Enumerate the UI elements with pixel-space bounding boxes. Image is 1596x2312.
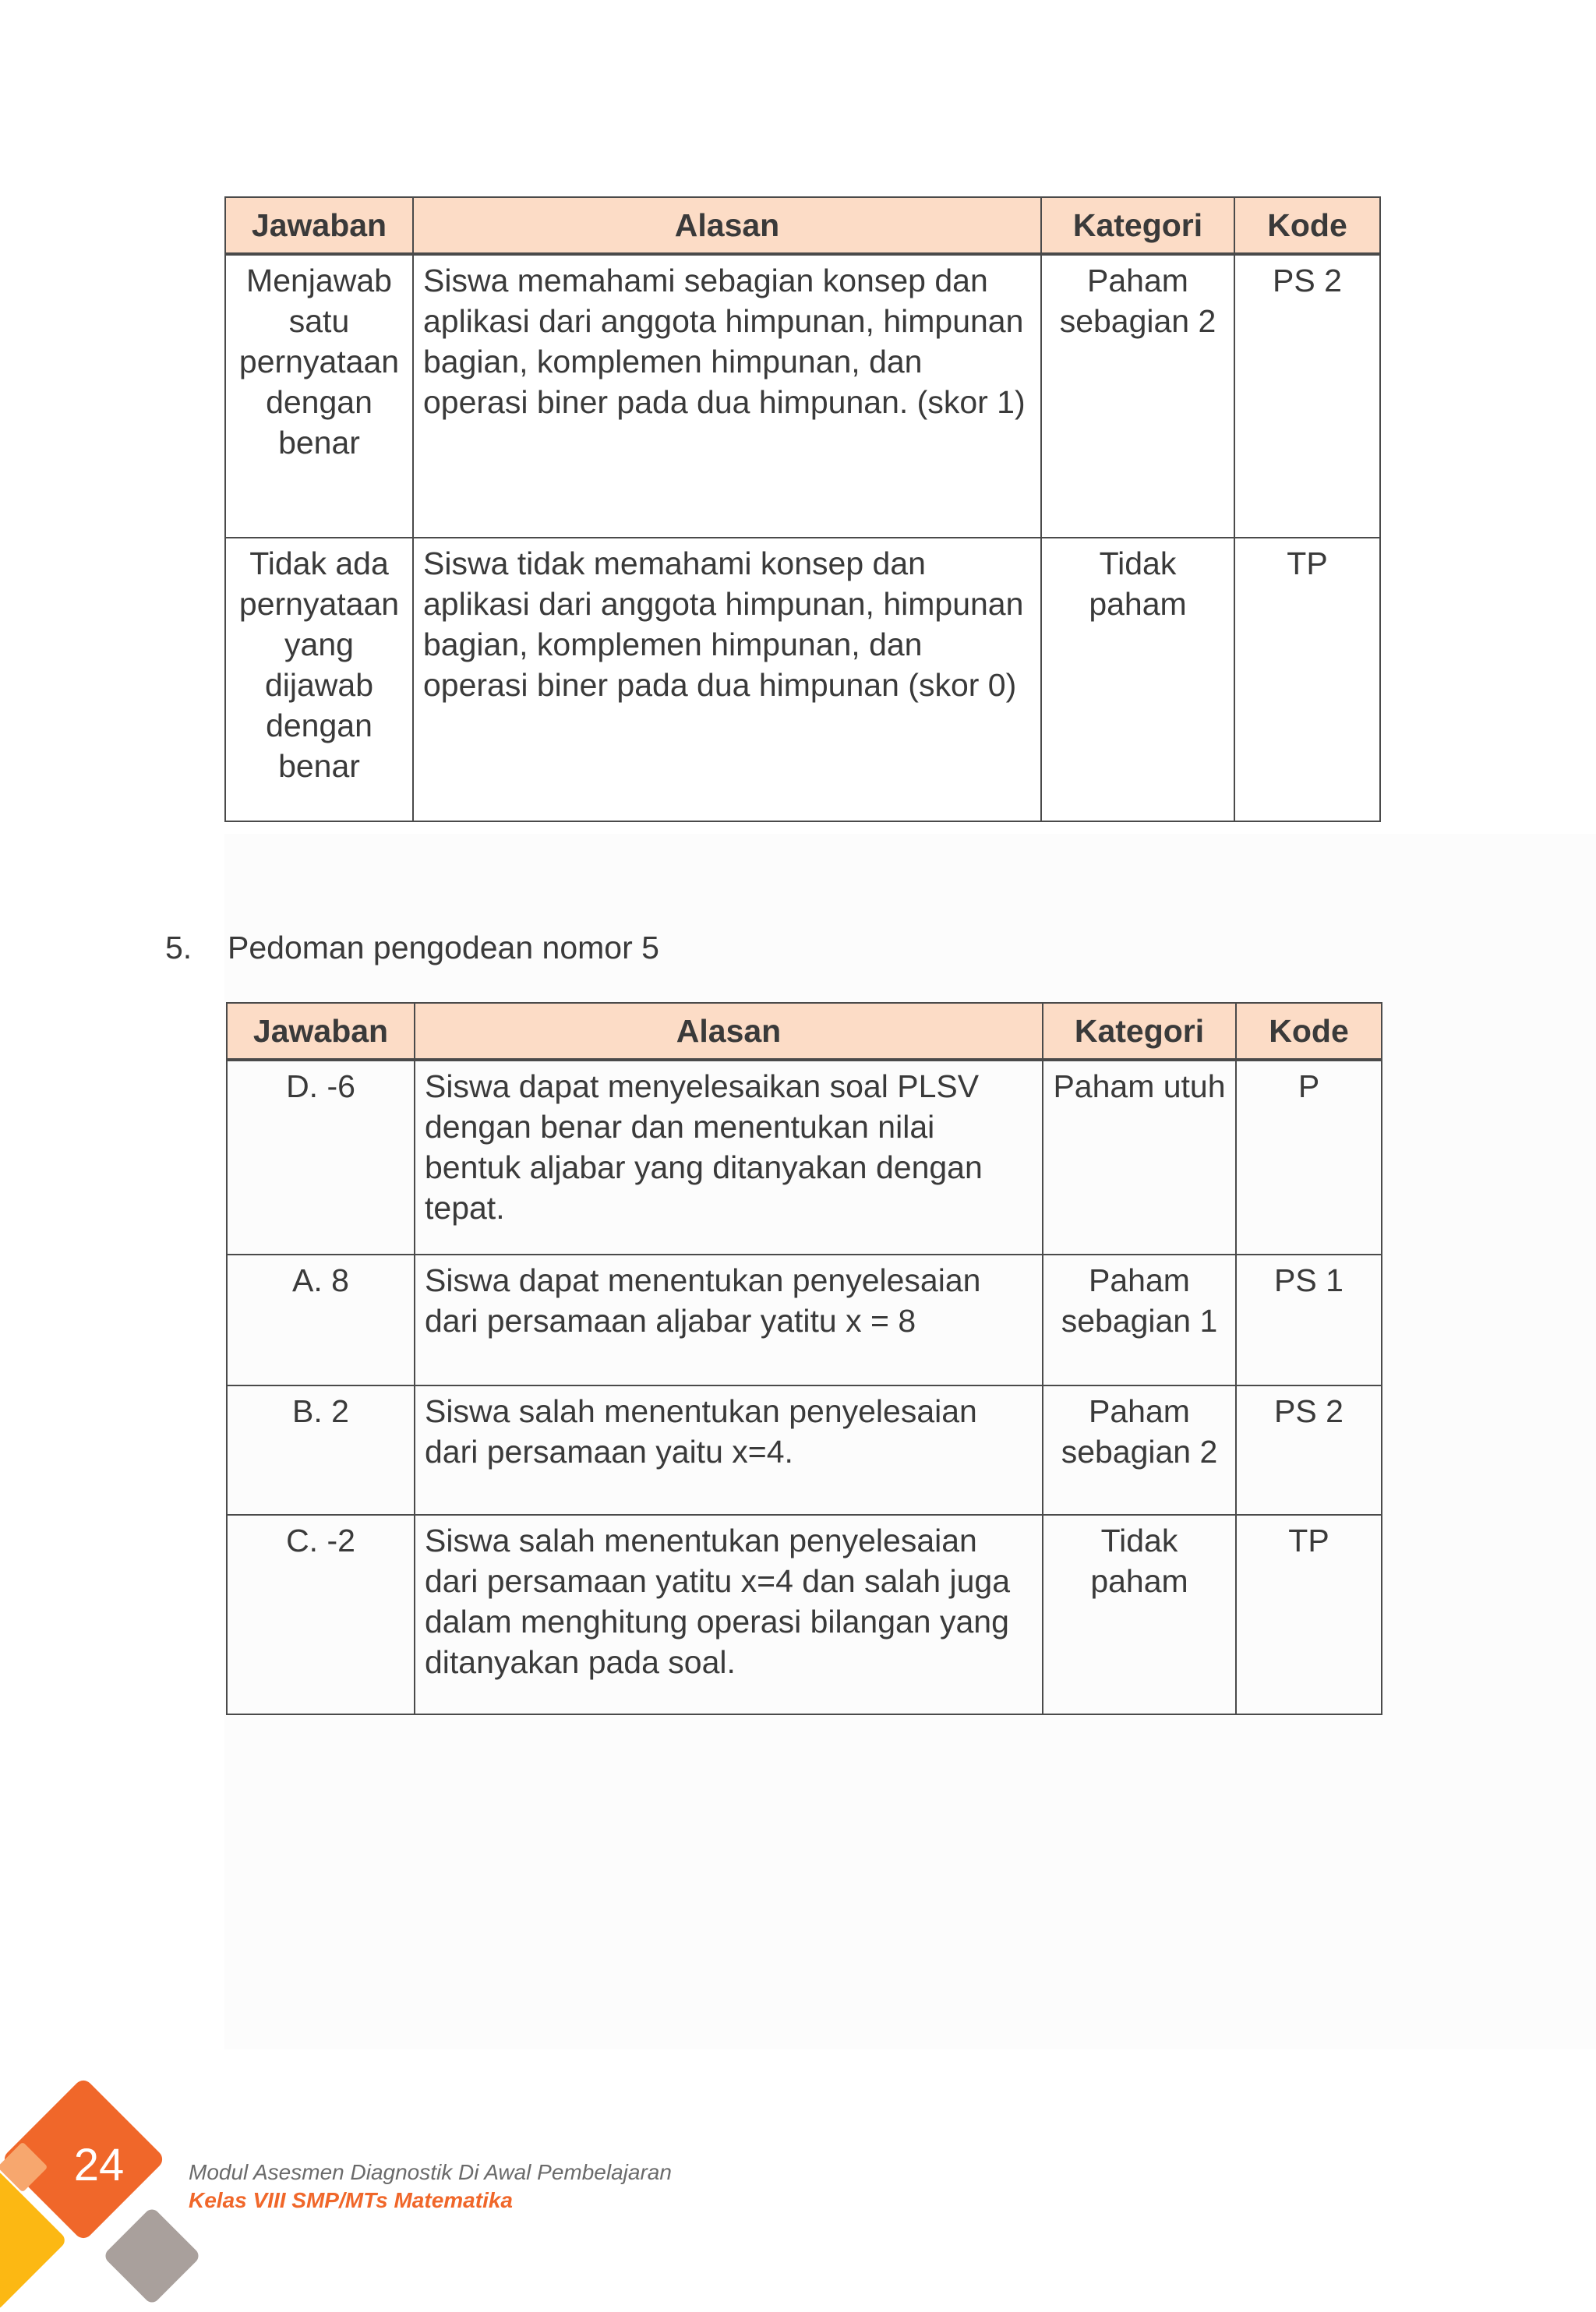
table-row [227,1255,1382,1385]
cell-jawaban: Menjawab satu pernyataan dengan benar [225,254,413,538]
coding-table-4 [224,196,1381,822]
table-header-row [225,197,1380,254]
cell-kode: PS 2 [1234,254,1380,538]
cell-jawaban: C. -2 [227,1515,415,1714]
table-row [225,538,1380,821]
section-title: Pedoman pengodean nomor 5 [228,930,659,965]
cell-kategori: Paham sebagian 2 [1043,1385,1236,1515]
header-kode: Kode [1236,1003,1382,1060]
cell-kode: TP [1236,1515,1382,1714]
header-kategori: Kategori [1041,197,1234,254]
cell-kode: PS 2 [1236,1385,1382,1515]
cell-kode: TP [1234,538,1380,821]
header-alasan: Alasan [415,1003,1043,1060]
footer-module-title: Modul Asesmen Diagnostik Di Awal Pembelajaran [189,2160,672,2184]
cell-alasan: Siswa tidak memahami konsep dan aplikasi dari anggota himpunan, himpunan bagian, komplemen himpunan, dan operasi biner pada dua himpunan (skor 0) [413,538,1041,821]
cell-alasan: Siswa salah menentukan penyelesaian dari persamaan yaitu x=4. [415,1385,1043,1515]
cell-alasan: Siswa memahami sebagian konsep dan aplikasi dari anggota himpunan, himpunan bagian, komplemen himpunan, dan operasi biner pada dua himpunan. (skor 1) [413,254,1041,538]
cell-jawaban: A. 8 [227,1255,415,1385]
cell-kategori: Paham utuh [1043,1060,1236,1255]
section-heading-5 [165,926,659,969]
cell-kategori: Tidak paham [1043,1515,1236,1714]
cell-alasan: Siswa salah menentukan penyelesaian dari persamaan yatitu x=4 dan salah juga dalam menghitung operasi bilangan yang ditanyakan pada soal. [415,1515,1043,1714]
header-jawaban: Jawaban [227,1003,415,1060]
cell-jawaban: Tidak ada pernyataan yang dijawab dengan benar [225,538,413,821]
cell-alasan: Siswa dapat menyelesaikan soal PLSV dengan benar dan menentukan nilai bentuk aljabar yang ditanyakan dengan tepat. [415,1060,1043,1255]
header-jawaban: Jawaban [225,197,413,254]
table-row [225,254,1380,538]
footer-class-subject: Kelas VIII SMP/MTs Matematika [189,2188,513,2212]
table-header-row [227,1003,1382,1060]
cell-kategori: Paham sebagian 1 [1043,1255,1236,1385]
cell-jawaban: B. 2 [227,1385,415,1515]
header-alasan: Alasan [413,197,1041,254]
cell-kategori: Tidak paham [1041,538,1234,821]
cell-kategori: Paham sebagian 2 [1041,254,1234,538]
page-number: 24 [73,2140,125,2190]
cell-alasan: Siswa dapat menentukan penyelesaian dari persamaan aljabar yatitu x = 8 [415,1255,1043,1385]
cell-kode: PS 1 [1236,1255,1382,1385]
table-row [227,1385,1382,1515]
header-kategori: Kategori [1043,1003,1236,1060]
coding-table-5 [226,1002,1382,1715]
cell-jawaban: D. -6 [227,1060,415,1255]
table-row [227,1060,1382,1255]
table-row [227,1515,1382,1714]
header-kode: Kode [1234,197,1380,254]
footer-gray-diamond [102,2206,201,2305]
section-number: 5. [165,930,192,965]
cell-kode: P [1236,1060,1382,1255]
